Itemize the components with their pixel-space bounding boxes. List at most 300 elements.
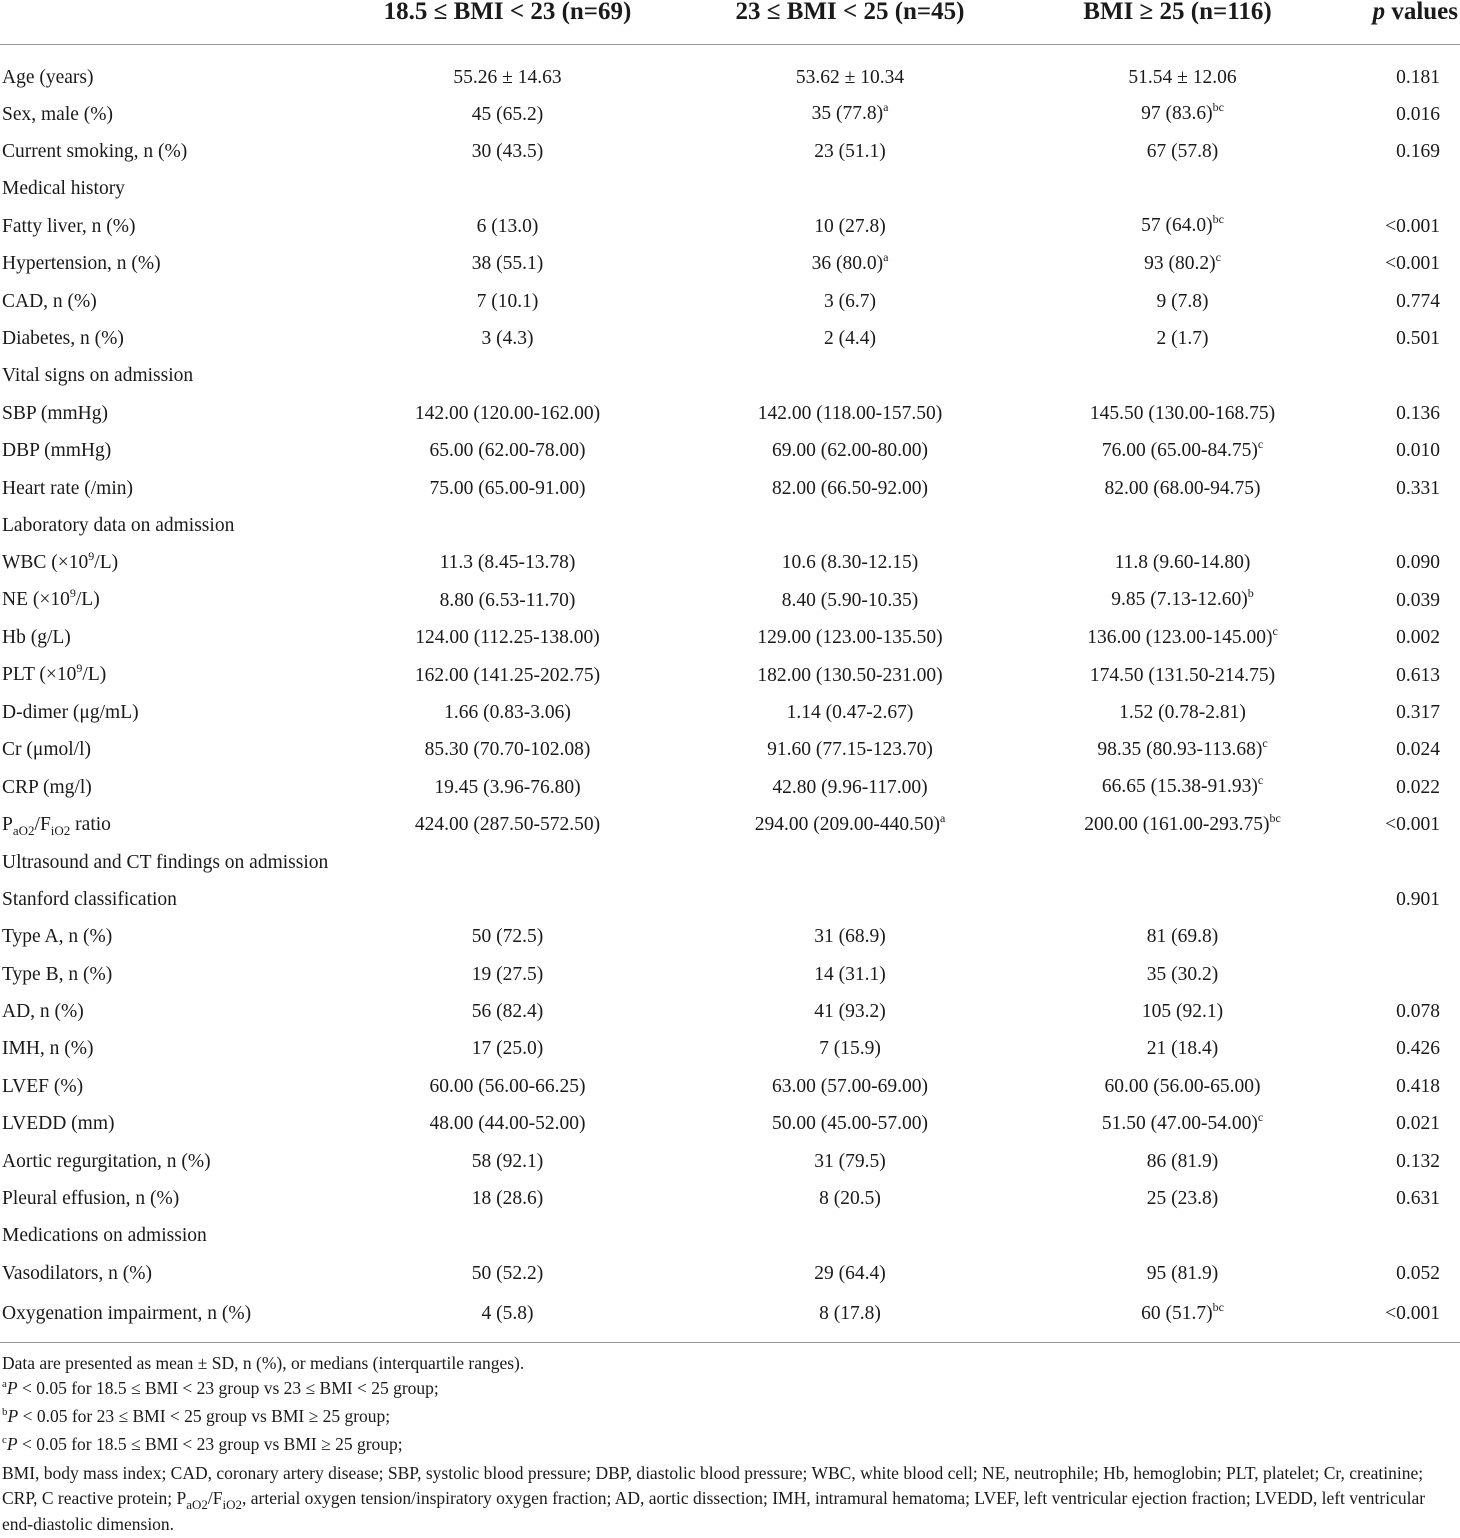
header-label-column [0, 0, 330, 45]
value-cell-2 [685, 1293, 1015, 1343]
value-text: 11.3 (8.45-13.78) [439, 552, 576, 574]
value-cell-3 [1015, 1106, 1340, 1143]
value-text: 36 (80.0) [811, 252, 884, 274]
p-value-cell: 0.317 [1396, 701, 1440, 723]
empty-cell [1340, 1218, 1460, 1255]
p-value-cell: 0.090 [1396, 552, 1440, 574]
row-label: Medications on admission [2, 1225, 207, 1247]
footnote-a-marker: a [2, 1377, 7, 1390]
row-label [0, 806, 330, 843]
value-cell-3 [1015, 470, 1340, 507]
value-cell-3 [1015, 1031, 1340, 1068]
value-text: 97 (83.6) [1141, 103, 1213, 125]
value-text: 10.6 (8.30-12.15) [781, 552, 919, 574]
value-cell-2 [685, 395, 1015, 432]
value-text: 85.30 (70.70-102.08) [424, 739, 591, 761]
table-row [0, 993, 1460, 1030]
value-text: 65.00 (62.00-78.00) [429, 440, 586, 462]
value-text: 10 (27.8) [814, 215, 886, 237]
significance-marker: bc [1269, 810, 1281, 825]
p-value-cell: 0.024 [1396, 739, 1440, 761]
table-row [0, 1143, 1460, 1180]
value-cell-1 [330, 320, 685, 357]
p-value-cell: 0.078 [1396, 1001, 1440, 1023]
footnote-c-p: P [6, 1434, 18, 1455]
value-cell-1 [330, 881, 685, 918]
p-value-cell: 0.132 [1396, 1150, 1440, 1172]
value-text: 18 (28.6) [471, 1188, 544, 1210]
value-cell-3 [1015, 1293, 1340, 1343]
value-cell-2 [685, 470, 1015, 507]
header-bmi-overweight: 23 ≤ BMI < 25 (n=45) [685, 0, 1015, 45]
value-text: 51.54 ± 12.06 [1128, 66, 1237, 88]
value-text: 67 (57.8) [1146, 141, 1219, 163]
value-text: 19 (27.5) [471, 963, 544, 985]
value-text: 19.45 (3.96-76.80) [434, 776, 581, 798]
row-label: Age (years) [2, 66, 94, 88]
significance-marker: a [883, 249, 889, 264]
value-text: 55.26 ± 14.63 [453, 66, 562, 88]
value-text: 7 (10.1) [476, 290, 539, 312]
row-label: Fatty liver, n (%) [2, 215, 136, 237]
value-text: 41 (93.2) [814, 1001, 886, 1023]
significance-marker: c [1257, 773, 1264, 788]
row-label: Laboratory data on admission [2, 514, 235, 536]
value-cell-1 [330, 96, 685, 133]
value-cell-3 [1015, 732, 1340, 769]
empty-cell [1015, 171, 1340, 208]
table-row [0, 657, 1460, 694]
value-cell-2 [685, 545, 1015, 582]
value-cell-3 [1015, 96, 1340, 133]
value-text: 14 (31.1) [814, 963, 886, 985]
p-value-cell: 0.039 [1396, 589, 1440, 611]
value-cell-1 [330, 133, 685, 170]
value-cell-3 [1015, 545, 1340, 582]
value-cell-3 [1015, 919, 1340, 956]
empty-cell [1015, 1218, 1340, 1255]
significance-marker: c [1272, 623, 1278, 638]
row-label: Heart rate (/min) [2, 477, 134, 499]
value-text: 9.85 (7.13-12.60) [1111, 589, 1248, 611]
value-text: 162.00 (141.25-202.75) [414, 664, 601, 686]
empty-cell [330, 1218, 685, 1255]
value-cell-1 [330, 45, 685, 97]
value-text: 35 (30.2) [1146, 963, 1219, 985]
value-text: 31 (68.9) [814, 926, 886, 948]
table-row [0, 470, 1460, 507]
row-label: LVEF (%) [2, 1075, 84, 1097]
p-value-cell: 0.022 [1396, 776, 1440, 798]
footnote-c [2, 1432, 1460, 1460]
abbr-sub-ao2: aO2 [186, 1496, 208, 1512]
value-cell-3 [1015, 619, 1340, 656]
empty-cell [685, 358, 1015, 395]
value-text: 69.00 (62.00-80.00) [772, 440, 928, 462]
value-cell-3 [1015, 395, 1340, 432]
value-cell-2 [685, 96, 1015, 133]
p-value-cell: 0.181 [1396, 66, 1440, 88]
empty-cell [1340, 358, 1460, 395]
header-bmi-obese: BMI ≥ 25 (n=116) [1015, 0, 1340, 45]
value-text: 142.00 (118.00-157.50) [757, 402, 943, 424]
value-text: 294.00 (209.00-440.50) [754, 813, 940, 835]
value-cell-3 [1015, 433, 1340, 470]
row-label-exponent: 9 [76, 661, 83, 676]
p-value-cell: 0.426 [1396, 1038, 1440, 1060]
value-cell-1 [330, 919, 685, 956]
table-row [0, 433, 1460, 470]
value-cell-1 [330, 769, 685, 806]
table-row [0, 395, 1460, 432]
row-label: AD, n (%) [2, 1001, 84, 1023]
table-header-row [0, 0, 1460, 45]
value-text: 53.62 ± 10.34 [795, 66, 905, 88]
value-cell-1 [330, 208, 685, 245]
row-label: Pleural effusion, n (%) [2, 1188, 180, 1210]
header-bmi-normal: 18.5 ≤ BMI < 23 (n=69) [330, 0, 685, 45]
value-text: 1.52 (0.78-2.81) [1119, 701, 1246, 723]
ratio-label-p: P [2, 813, 13, 835]
p-value-cell: <0.001 [1340, 1293, 1460, 1343]
value-text: 129.00 (123.00-135.50) [757, 627, 943, 649]
section-row [0, 171, 1460, 208]
value-text: 48.00 (44.00-52.00) [429, 1113, 586, 1135]
value-text: 81 (69.8) [1146, 926, 1219, 948]
row-label: Sex, male (%) [2, 103, 114, 125]
row-label-unit: /L) [75, 589, 100, 611]
table-row [0, 1031, 1460, 1068]
value-text: 60 (51.7) [1141, 1302, 1213, 1324]
value-text: 45 (65.2) [471, 103, 544, 125]
significance-marker: c [1215, 249, 1221, 264]
footnote-data-description: Data are presented as mean ± SD, n (%), or medians (interquartile ranges). [2, 1352, 525, 1373]
empty-cell [330, 507, 685, 544]
footnote-b-p: P [7, 1406, 19, 1427]
row-label: Vasodilators, n (%) [2, 1262, 153, 1284]
significance-marker: bc [1212, 1299, 1224, 1314]
table-row [0, 806, 1460, 843]
value-cell-2 [685, 1255, 1015, 1292]
row-label [0, 545, 330, 582]
value-cell-1 [330, 582, 685, 619]
value-text: 424.00 (287.50-572.50) [414, 814, 601, 836]
value-text: 50 (72.5) [471, 926, 544, 948]
ratio-label-sub-ao2: aO2 [12, 822, 35, 838]
value-cell-3 [1015, 769, 1340, 806]
value-text: 142.00 (120.00-162.00) [414, 402, 601, 424]
row-label: Medical history [2, 178, 125, 200]
footnote-b-text: < 0.05 for 23 ≤ BMI < 25 group vs BMI ≥ 25 group; [18, 1406, 391, 1427]
value-text: 93 (80.2) [1144, 252, 1216, 274]
row-label-text: PLT (×10 [2, 664, 77, 686]
significance-marker: bc [1212, 212, 1224, 227]
section-row [0, 358, 1460, 395]
p-value-cell: 0.631 [1396, 1188, 1440, 1210]
value-cell-2 [685, 657, 1015, 694]
table-row [0, 1106, 1460, 1143]
value-cell-3 [1015, 208, 1340, 245]
significance-marker: b [1247, 586, 1254, 601]
value-cell-1 [330, 732, 685, 769]
value-text: 2 (4.4) [824, 328, 876, 350]
row-label: Current smoking, n (%) [2, 141, 188, 163]
value-cell-1 [330, 1293, 685, 1343]
value-cell-3 [1015, 993, 1340, 1030]
value-text: 23 (51.1) [814, 141, 886, 163]
row-label: IMH, n (%) [2, 1038, 94, 1060]
value-text: 2 (1.7) [1156, 328, 1209, 350]
p-value-cell: 0.052 [1396, 1262, 1440, 1284]
value-text: 3 (6.7) [824, 290, 876, 312]
value-cell-2 [685, 956, 1015, 993]
empty-cell [685, 1218, 1015, 1255]
value-cell-2 [685, 208, 1015, 245]
p-value-cell: 0.331 [1396, 477, 1440, 499]
value-text: 30 (43.5) [471, 141, 544, 163]
value-text: 29 (64.4) [814, 1262, 886, 1284]
value-text: 11.8 (9.60-14.80) [1114, 552, 1251, 574]
value-text: 75.00 (65.00-91.00) [429, 477, 586, 499]
abbr-text-post: , arterial oxygen tension/inspiratory oxygen fraction; AD, aortic dissection; IMH, intramural hematoma; LVEF, left ventricular ejection fraction; LVEDD, left ventricular end-diastolic dimension. [2, 1487, 1426, 1535]
value-text: 38 (55.1) [471, 253, 544, 275]
value-text: 1.14 (0.47-2.67) [786, 701, 914, 723]
row-label: DBP (mmHg) [2, 440, 112, 462]
value-text: 1.66 (0.83-3.06) [444, 701, 571, 723]
value-cell-3 [1015, 246, 1340, 283]
footnote-b-marker: b [2, 1406, 8, 1419]
value-cell-2 [685, 732, 1015, 769]
value-cell-1 [330, 1106, 685, 1143]
value-text: 174.50 (131.50-214.75) [1089, 664, 1276, 686]
value-text: 8 (20.5) [819, 1188, 881, 1210]
p-value-cell: 0.021 [1396, 1113, 1440, 1135]
value-text: 57 (64.0) [1141, 215, 1213, 237]
row-label: Vital signs on admission [2, 365, 194, 387]
row-label-text: NE (×10 [2, 589, 70, 611]
value-text: 82.00 (66.50-92.00) [772, 477, 928, 499]
value-cell-3 [1015, 1143, 1340, 1180]
significance-marker: c [1257, 1109, 1264, 1124]
p-value-cell: 0.169 [1396, 141, 1440, 163]
value-cell-1 [330, 694, 685, 731]
footnote-a-text: < 0.05 for 18.5 ≤ BMI < 23 group vs 23 ≤ BMI < 25 group; [17, 1377, 439, 1398]
row-label-text: WBC (×10 [2, 551, 89, 573]
value-text: 95 (81.9) [1146, 1262, 1219, 1284]
empty-cell [1015, 507, 1340, 544]
header-p-rest: values [1385, 0, 1458, 25]
value-cell-3 [1015, 1180, 1340, 1217]
row-label: Cr (μmol/l) [2, 739, 91, 761]
empty-cell [1340, 844, 1460, 881]
table-row [0, 246, 1460, 283]
empty-cell [1015, 358, 1340, 395]
value-cell-2 [685, 694, 1015, 731]
ratio-label-sub-io2: iO2 [50, 822, 71, 838]
row-label: LVEDD (mm) [2, 1113, 115, 1135]
value-text: 17 (25.0) [471, 1038, 544, 1060]
value-cell-1 [330, 1180, 685, 1217]
value-cell-2 [685, 45, 1015, 97]
value-cell-2 [685, 619, 1015, 656]
header-p-italic: p [1372, 0, 1386, 25]
value-text: 21 (18.4) [1146, 1038, 1219, 1060]
table-row [0, 919, 1460, 956]
value-text: 182.00 (130.50-231.00) [757, 664, 943, 686]
value-text: 8.80 (6.53-11.70) [439, 589, 576, 611]
row-label: Ultrasound and CT findings on admission [2, 851, 329, 873]
value-cell-3 [1015, 133, 1340, 170]
value-cell-3 [1015, 881, 1340, 918]
p-value-cell: 0.501 [1396, 328, 1440, 350]
value-cell-2 [685, 1143, 1015, 1180]
value-cell-1 [330, 433, 685, 470]
significance-marker: a [883, 100, 889, 115]
p-value-cell: 0.418 [1396, 1075, 1440, 1097]
value-cell-3 [1015, 283, 1340, 320]
value-cell-1 [330, 1255, 685, 1292]
table-row [0, 45, 1460, 97]
row-label: D-dimer (μg/mL) [2, 701, 139, 723]
row-label: Aortic regurgitation, n (%) [2, 1150, 211, 1172]
p-value-cell: <0.001 [1385, 814, 1440, 836]
value-text: 8.40 (5.90-10.35) [781, 589, 919, 611]
value-cell-1 [330, 806, 685, 843]
value-text: 3 (4.3) [481, 328, 534, 350]
significance-marker: c [1262, 735, 1268, 750]
value-cell-2 [685, 582, 1015, 619]
empty-cell [1015, 844, 1340, 881]
section-row [0, 844, 1460, 881]
row-label: Type B, n (%) [2, 963, 113, 985]
value-cell-2 [685, 806, 1015, 843]
ratio-label-text: ratio [70, 813, 111, 835]
row-label [0, 582, 330, 619]
value-text: 51.50 (47.00-54.00) [1101, 1112, 1258, 1134]
row-label: Oxygenation impairment, n (%) [0, 1293, 330, 1343]
empty-cell [1340, 171, 1460, 208]
value-text: 50 (52.2) [471, 1262, 544, 1284]
value-cell-3 [1015, 320, 1340, 357]
table-footnotes [0, 1343, 1460, 1538]
row-label: Hypertension, n (%) [2, 253, 161, 275]
value-cell-3 [1015, 45, 1340, 97]
empty-cell [1340, 507, 1460, 544]
row-label: Stanford classification [2, 888, 177, 910]
value-cell-2 [685, 1031, 1015, 1068]
empty-cell [685, 507, 1015, 544]
p-value-cell: 0.613 [1396, 664, 1440, 686]
p-value-cell: 0.901 [1396, 888, 1440, 910]
row-label: SBP (mmHg) [2, 402, 109, 424]
empty-cell [330, 358, 685, 395]
row-label: CAD, n (%) [2, 290, 97, 312]
value-text: 25 (23.8) [1146, 1188, 1219, 1210]
p-value-cell: 0.774 [1396, 290, 1440, 312]
value-cell-3 [1015, 1068, 1340, 1105]
table-row [0, 208, 1460, 245]
value-cell-1 [330, 956, 685, 993]
table-row [0, 283, 1460, 320]
value-cell-1 [330, 1031, 685, 1068]
empty-cell [330, 171, 685, 208]
table-row [0, 1180, 1460, 1217]
value-cell-1 [330, 1068, 685, 1105]
value-cell-2 [685, 993, 1015, 1030]
p-value-cell: 0.010 [1396, 440, 1440, 462]
table-row [0, 694, 1460, 731]
value-text: 56 (82.4) [471, 1001, 544, 1023]
value-text: 86 (81.9) [1146, 1150, 1219, 1172]
table-row [0, 619, 1460, 656]
row-label-exponent: 9 [69, 586, 76, 601]
p-value-cell [1340, 919, 1460, 956]
value-text: 58 (92.1) [471, 1150, 544, 1172]
value-text: 98.35 (80.93-113.68) [1097, 738, 1263, 760]
value-text: 9 (7.8) [1156, 290, 1209, 312]
footnote-abbreviations [2, 1461, 1460, 1538]
p-value-cell: 0.016 [1396, 103, 1440, 125]
value-cell-1 [330, 470, 685, 507]
value-text: 31 (79.5) [814, 1150, 886, 1172]
value-text: 7 (15.9) [819, 1038, 881, 1060]
value-text: 63.00 (57.00-69.00) [772, 1075, 928, 1097]
row-label: Hb (g/L) [2, 627, 71, 649]
value-cell-1 [330, 545, 685, 582]
value-cell-1 [330, 1143, 685, 1180]
value-text: 91.60 (77.15-123.70) [767, 739, 933, 761]
value-cell-2 [685, 433, 1015, 470]
abbr-text-mid: /F [207, 1487, 223, 1508]
empty-cell [330, 844, 685, 881]
value-text: 4 (5.8) [481, 1303, 534, 1324]
row-label: Diabetes, n (%) [2, 328, 124, 350]
value-cell-2 [685, 1106, 1015, 1143]
row-label: Type A, n (%) [2, 926, 113, 948]
footnote-b [2, 1404, 1460, 1432]
value-cell-1 [330, 657, 685, 694]
footnote-c-marker: c [2, 1434, 7, 1447]
value-cell-3 [1015, 956, 1340, 993]
value-cell-2 [685, 133, 1015, 170]
value-cell-3 [1015, 582, 1340, 619]
value-text: 105 (92.1) [1141, 1001, 1224, 1023]
row-label [0, 657, 330, 694]
p-value-cell: 0.002 [1396, 627, 1440, 649]
row-label: CRP (mg/l) [2, 776, 92, 798]
value-text: 50.00 (45.00-57.00) [772, 1113, 928, 1135]
footnote-a [2, 1376, 1460, 1404]
value-cell-1 [330, 619, 685, 656]
abbr-text-pre: BMI, body mass index; CAD, coronary artery disease; SBP, systolic blood pressure; DBP, diastolic blood pressure; WBC, white blood cell; NE, neutrophile; Hb, hemoglobin; PLT, platelet; Cr, creatinine; CRP, C reactive protein; P [2, 1462, 1424, 1508]
table-row [0, 133, 1460, 170]
table-row [0, 769, 1460, 806]
value-cell-2 [685, 881, 1015, 918]
value-cell-2 [685, 769, 1015, 806]
empty-cell [685, 171, 1015, 208]
table-row [0, 96, 1460, 133]
table-body [0, 45, 1460, 1343]
value-text: 200.00 (161.00-293.75) [1084, 813, 1270, 835]
value-text: 136.00 (123.00-145.00) [1087, 626, 1273, 648]
value-text: 66.65 (15.38-91.93) [1101, 776, 1258, 798]
row-label-unit: /L) [94, 551, 119, 573]
significance-marker: bc [1212, 100, 1224, 115]
value-cell-1 [330, 395, 685, 432]
value-text: 76.00 (65.00-84.75) [1101, 439, 1258, 461]
value-cell-2 [685, 320, 1015, 357]
table-row [0, 1068, 1460, 1105]
